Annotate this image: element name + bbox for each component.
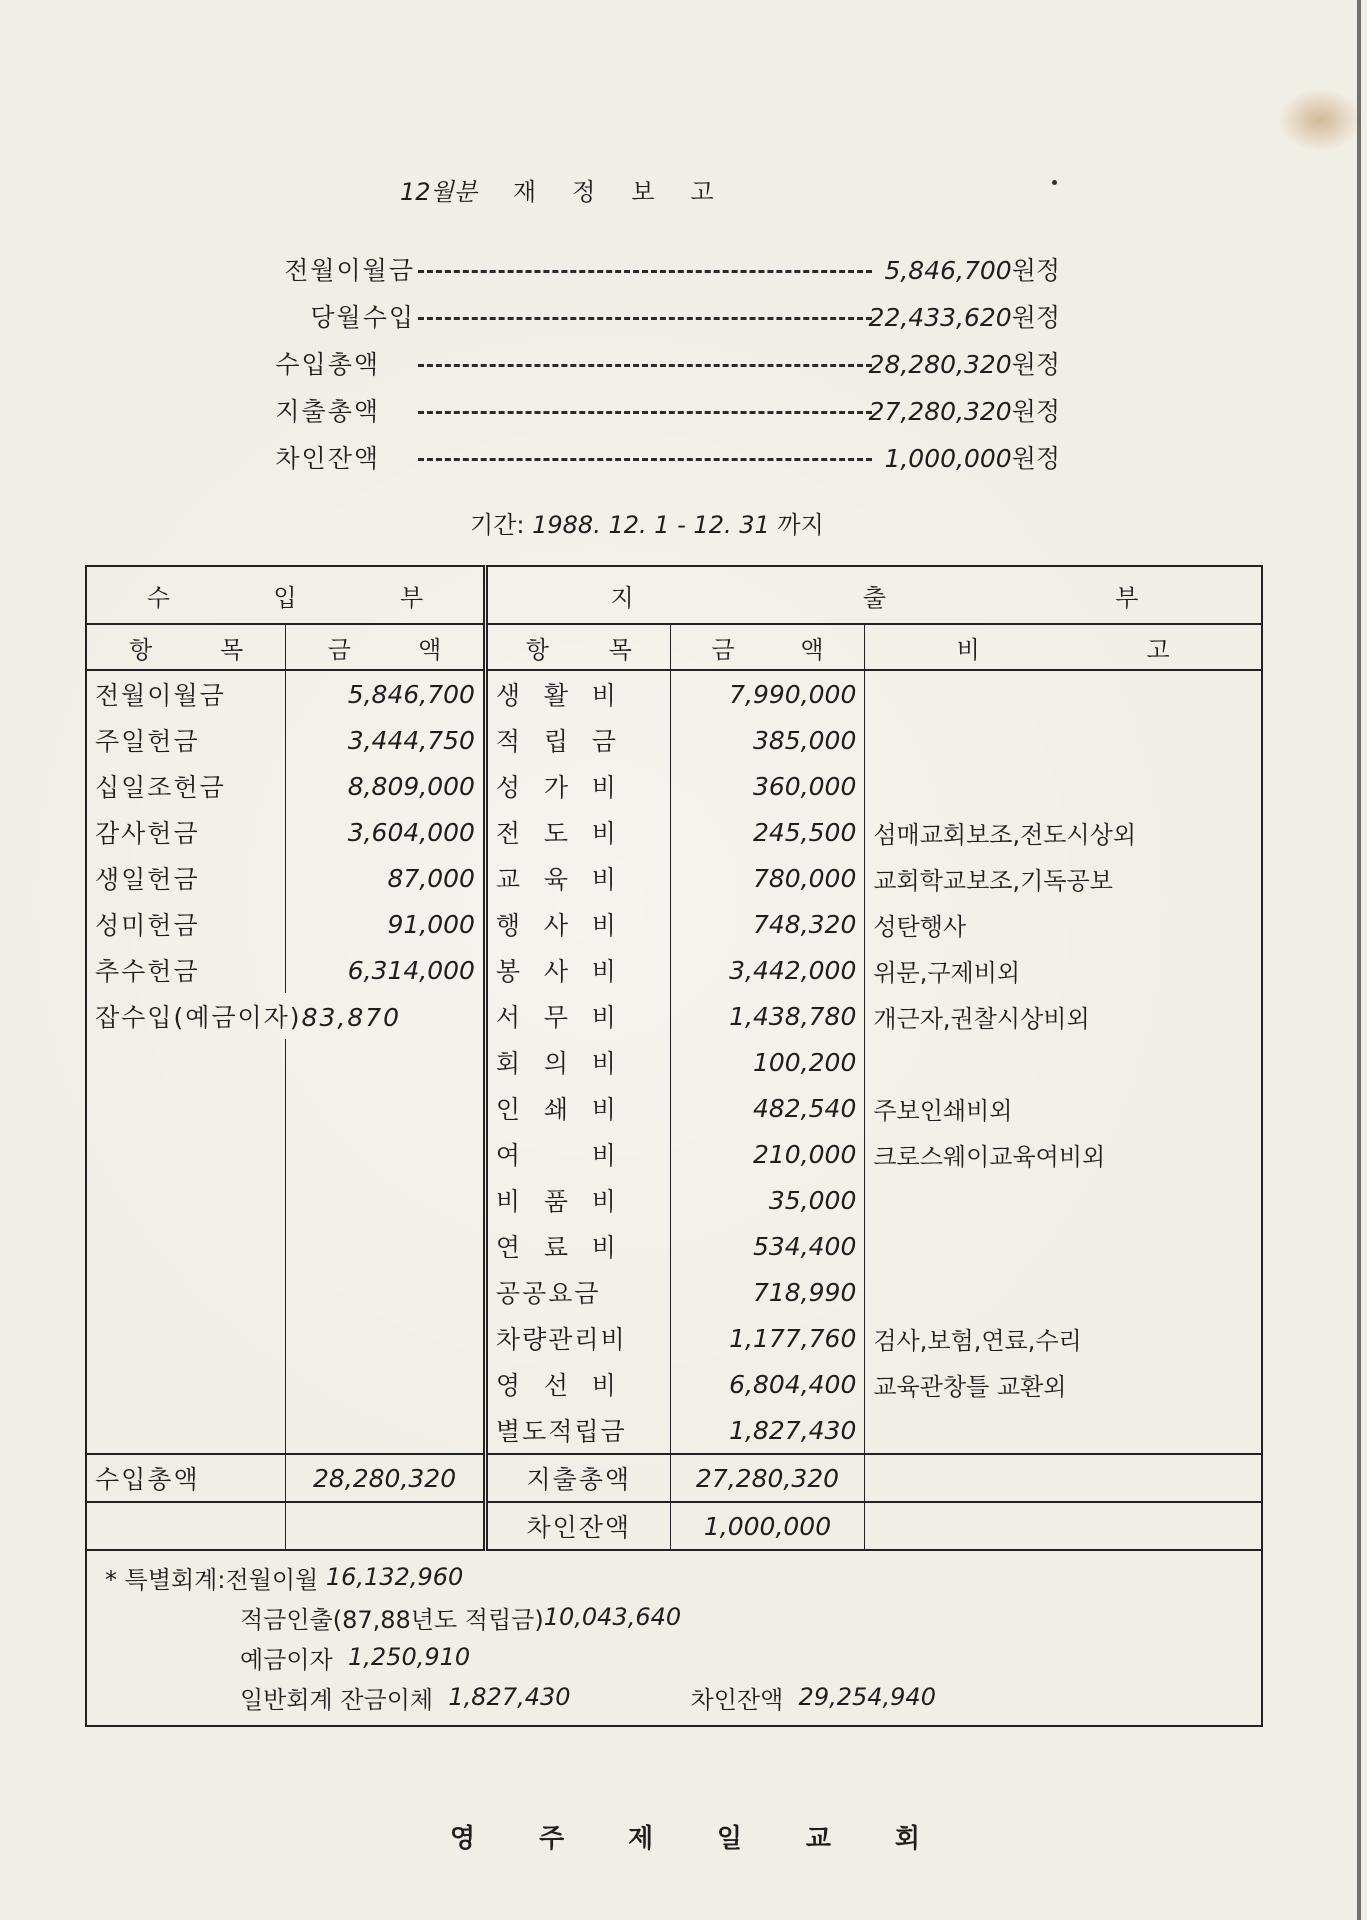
empty-cell: [286, 1502, 486, 1550]
income-item: [86, 1039, 286, 1085]
expense-amount: 360,000: [670, 763, 865, 809]
expense-remark: 섬매교회보조,전도시상외: [865, 809, 1262, 855]
special-balance-value: 29,254,940: [798, 1683, 936, 1711]
expense-amount: 748,320: [670, 901, 865, 947]
expense-item: 차량관리비: [485, 1315, 670, 1361]
ink-dot: [1052, 180, 1057, 185]
note-line: 예금이자 1,250,910: [240, 1643, 471, 1674]
table-row: [86, 809, 1262, 855]
special-account-row: [86, 1550, 1262, 1726]
expense-amount: 1,177,760: [670, 1315, 865, 1361]
dash-leader: [418, 411, 872, 414]
income-item: [86, 1177, 286, 1223]
expense-amount: 718,990: [670, 1269, 865, 1315]
expense-remark: 성탄행사: [865, 901, 1262, 947]
income-item: [86, 1361, 286, 1407]
summary-row: [240, 386, 1060, 433]
summary-label: 수입총액: [275, 349, 380, 379]
summary-row: [240, 339, 1060, 386]
income-item: 전월이월금: [86, 670, 286, 717]
expense-total-label: 지출총액: [485, 1454, 670, 1502]
summary-row: [240, 292, 1060, 339]
balance-row: [86, 1502, 1262, 1550]
note-line: * 특별회계: 전월이월 16,132,960: [105, 1557, 1243, 1597]
dash-leader: [418, 270, 872, 273]
income-amount: 91,000: [286, 901, 486, 947]
expense-remark: 주보인쇄비외: [865, 1085, 1262, 1131]
expense-remark: 개근자,권찰시상비외: [865, 993, 1262, 1039]
income-item: [86, 1131, 286, 1177]
dash-leader: [418, 364, 872, 367]
expense-remark: 교육관창틀 교환외: [865, 1361, 1262, 1407]
income-item: [86, 1315, 286, 1361]
expense-amount: 534,400: [670, 1223, 865, 1269]
income-item: 생일헌금: [86, 855, 286, 901]
expense-item: 서 무 비: [485, 993, 670, 1039]
summary-value: 1,000,000원정: [884, 443, 1060, 473]
expense-item: 성 가 비: [485, 763, 670, 809]
expense-item: 전 도 비: [485, 809, 670, 855]
empty-cell: [865, 1502, 1262, 1550]
summary-value: 27,280,320원정: [868, 396, 1060, 426]
table-row: [86, 1131, 1262, 1177]
expense-amount: 210,000: [670, 1131, 865, 1177]
special-account-label: * 특별회계:: [105, 1565, 226, 1594]
expense-item: 봉 사 비: [485, 947, 670, 993]
summary-label: 전월이월금: [284, 255, 415, 285]
income-item: [86, 1085, 286, 1131]
col-remarks: 비 고: [865, 624, 1262, 670]
special-account-notes: [86, 1550, 1262, 1726]
balance-amount: 1,000,000: [670, 1502, 865, 1550]
expense-amount: 100,200: [670, 1039, 865, 1085]
table-row: [86, 993, 1262, 1039]
summary-label: 지출총액: [275, 396, 380, 426]
page-edge: [1357, 0, 1361, 1920]
expense-item: 공공요금: [485, 1269, 670, 1315]
income-amount: 8,809,000: [286, 763, 486, 809]
expense-section-header: 지 출 부: [485, 566, 1262, 624]
income-item: 십일조헌금: [86, 763, 286, 809]
table-row: [86, 855, 1262, 901]
column-header-row: [86, 624, 1262, 670]
expense-item: 여 비: [485, 1131, 670, 1177]
table-row: [86, 1223, 1262, 1269]
table-row: [86, 1407, 1262, 1454]
expense-amount: 35,000: [670, 1177, 865, 1223]
income-item: 추수헌금: [86, 947, 286, 993]
summary-label: 당월수입: [310, 302, 415, 332]
income-item: 잡수입(예금이자)83,870: [86, 993, 485, 1039]
income-section-header: 수 입 부: [86, 566, 485, 624]
summary-block: [240, 245, 1060, 480]
dash-leader: [418, 458, 872, 461]
expense-amount: 780,000: [670, 855, 865, 901]
income-amount: [286, 1085, 486, 1131]
income-amount: [286, 1039, 486, 1085]
section-header-row: [86, 566, 1262, 624]
table-row: [86, 1085, 1262, 1131]
table-row: [86, 1361, 1262, 1407]
expense-item: 행 사 비: [485, 901, 670, 947]
income-item: 주일헌금: [86, 717, 286, 763]
income-amount: [286, 1407, 486, 1454]
expense-remark: [865, 717, 1262, 763]
title-char: 재: [512, 178, 537, 206]
income-total-amount: 28,280,320: [286, 1454, 486, 1502]
title-char: 보: [631, 178, 655, 206]
totals-row: [86, 1454, 1262, 1502]
period-label: 기간:: [470, 511, 525, 539]
summary-row: [240, 245, 1060, 292]
col-income-item: 항 목: [86, 624, 286, 670]
summary-row: [240, 433, 1060, 480]
expense-item: 회 의 비: [485, 1039, 670, 1085]
table-row: [86, 717, 1262, 763]
income-amount: [286, 1315, 486, 1361]
expense-amount: 1,827,430: [670, 1407, 865, 1454]
note-line: 일반회계 잔금이체 1,827,430 차인잔액 29,254,940: [105, 1677, 1243, 1717]
title-char: 정: [572, 178, 596, 206]
expense-remark: [865, 1039, 1262, 1085]
expense-item: 적 립 금: [485, 717, 670, 763]
expense-amount: 6,804,400: [670, 1361, 865, 1407]
summary-label: 차인잔액: [275, 443, 380, 473]
expense-item: 생 활 비: [485, 670, 670, 717]
expense-remark: [865, 1407, 1262, 1454]
expense-remark: [865, 763, 1262, 809]
table-row: [86, 1177, 1262, 1223]
note-line: 적금인출(87,88년도 적립금) 10,043,640: [240, 1603, 682, 1634]
income-total-label: 수입총액: [86, 1454, 286, 1502]
expense-total-amount: 27,280,320: [670, 1454, 865, 1502]
expense-remark: [865, 1269, 1262, 1315]
table-row: [86, 1039, 1262, 1085]
income-amount: 3,444,750: [286, 717, 486, 763]
period-suffix: 까지: [777, 511, 824, 539]
table-row: [86, 1269, 1262, 1315]
expense-remark: [865, 1177, 1262, 1223]
expense-item: 비 품 비: [485, 1177, 670, 1223]
table-row: [86, 670, 1262, 717]
expense-amount: 7,990,000: [670, 670, 865, 717]
title-char: 고: [690, 178, 714, 206]
expense-item: 인 쇄 비: [485, 1085, 670, 1131]
expense-item: 별도적립금: [485, 1407, 670, 1454]
income-amount: 5,846,700: [286, 670, 486, 717]
income-item: 감사헌금: [86, 809, 286, 855]
expense-amount: 3,442,000: [670, 947, 865, 993]
expense-remark: 검사,보험,연료,수리: [865, 1315, 1262, 1361]
expense-remark: [865, 1223, 1262, 1269]
income-item: 성미헌금: [86, 901, 286, 947]
expense-amount: 245,500: [670, 809, 865, 855]
income-item: [86, 1269, 286, 1315]
church-name: 영 주 제 일 교 회: [450, 1824, 920, 1854]
income-amount: 6,314,000: [286, 947, 486, 993]
title-month: 12월분: [400, 178, 477, 206]
expense-item: 연 료 비: [485, 1223, 670, 1269]
period-range: 1988. 12. 1 - 12. 31: [532, 511, 770, 539]
income-amount: 3,604,000: [286, 809, 486, 855]
income-amount: [286, 1177, 486, 1223]
expense-amount: 1,438,780: [670, 993, 865, 1039]
expense-amount: 482,540: [670, 1085, 865, 1131]
expense-amount: 385,000: [670, 717, 865, 763]
table-row: [86, 901, 1262, 947]
income-amount: [286, 1223, 486, 1269]
dash-leader: [418, 317, 872, 320]
expense-remark: 크로스웨이교육여비외: [865, 1131, 1262, 1177]
table-row: [86, 947, 1262, 993]
income-amount: [286, 1361, 486, 1407]
finance-table: [85, 565, 1263, 1727]
balance-label: 차인잔액: [485, 1502, 670, 1550]
summary-value: 28,280,320원정: [868, 349, 1060, 379]
income-item: [86, 1407, 286, 1454]
income-item: [86, 1223, 286, 1269]
summary-value: 5,846,700원정: [884, 255, 1060, 285]
expense-remark: 위문,구제비외: [865, 947, 1262, 993]
table-row: [86, 763, 1262, 809]
col-expense-amount: 금 액: [670, 624, 865, 670]
income-amount: [286, 1131, 486, 1177]
summary-value: 22,433,620원정: [868, 302, 1060, 332]
col-expense-item: 항 목: [485, 624, 670, 670]
col-income-amount: 금 액: [286, 624, 486, 670]
expense-item: 영 선 비: [485, 1361, 670, 1407]
empty-cell: [865, 1454, 1262, 1502]
special-balance-label: 차인잔액: [690, 1685, 784, 1714]
expense-remark: 교회학교보조,기독공보: [865, 855, 1262, 901]
empty-cell: [86, 1502, 286, 1550]
table-row: [86, 1315, 1262, 1361]
expense-item: 교 육 비: [485, 855, 670, 901]
income-amount: 87,000: [286, 855, 486, 901]
period-line: [470, 505, 824, 540]
income-amount: [286, 1269, 486, 1315]
report-title: [400, 172, 820, 207]
expense-remark: [865, 670, 1262, 717]
